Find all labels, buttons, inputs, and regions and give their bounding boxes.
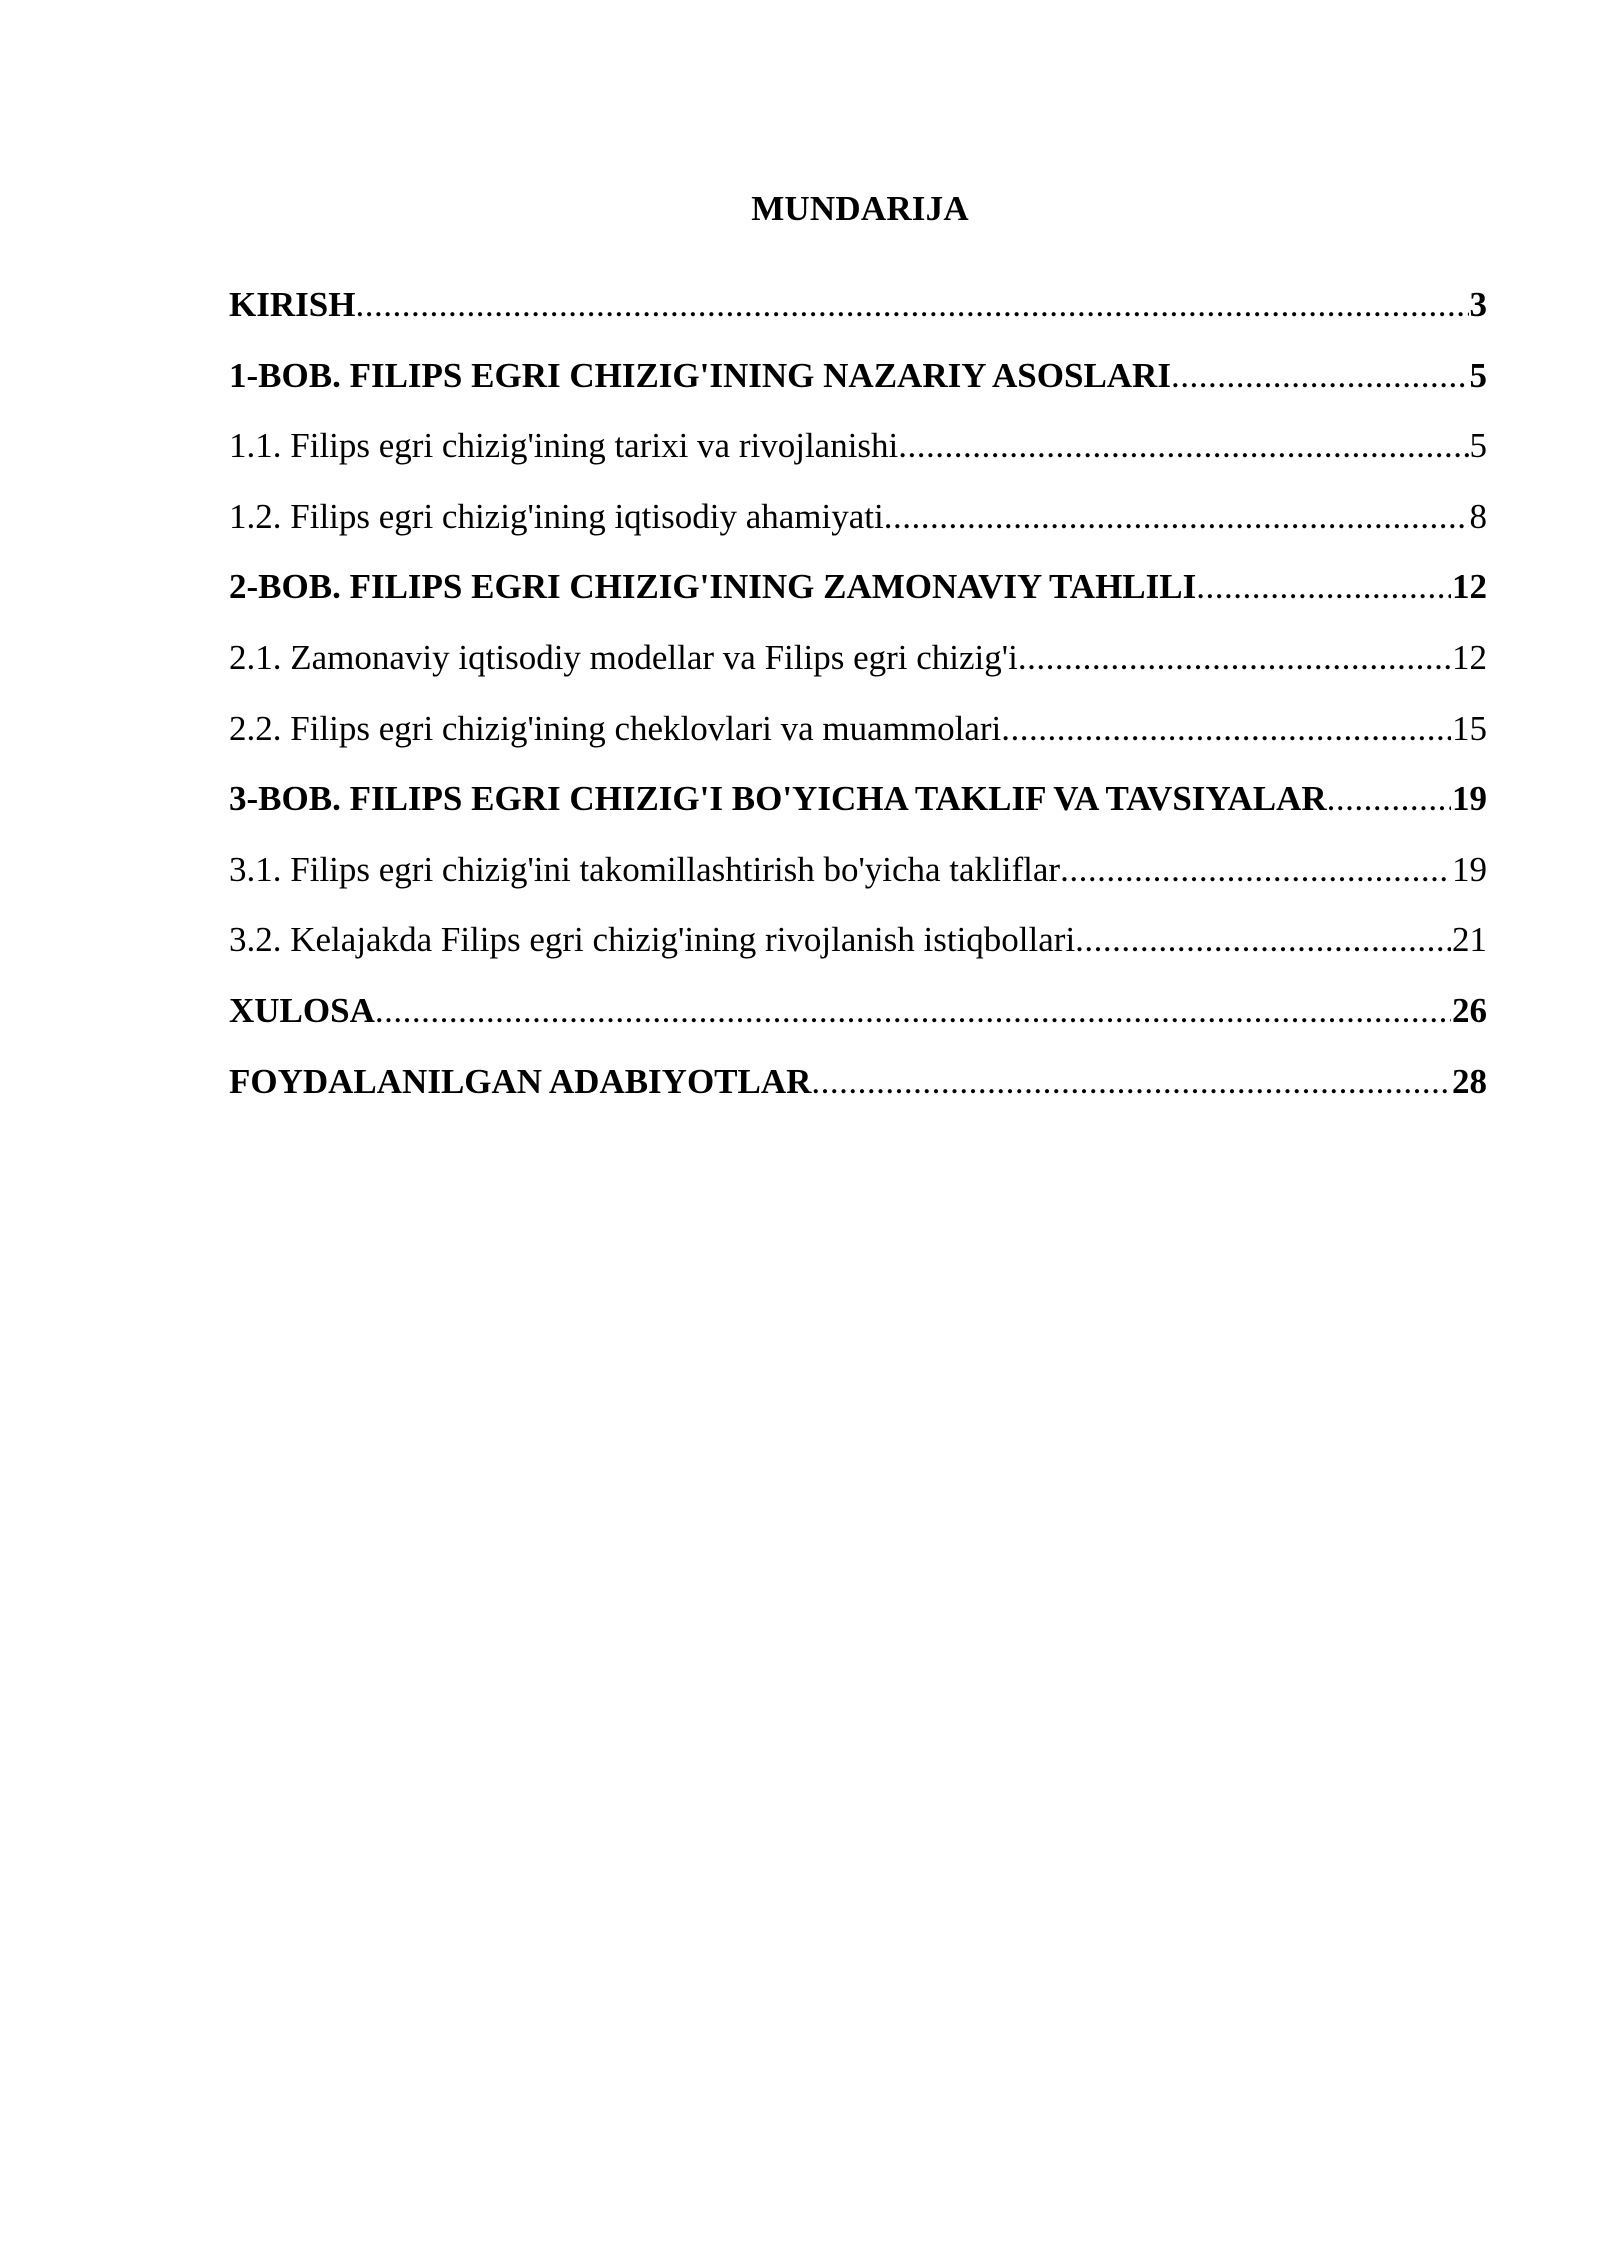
toc-entry (229, 701, 1487, 772)
toc-entry (229, 277, 1487, 348)
toc-entry-page: 21 (1452, 920, 1487, 960)
toc-entry-page: 12 (1452, 567, 1487, 607)
toc-entry-page: 3 (1469, 285, 1487, 324)
toc-dot-leader (1018, 630, 1451, 686)
toc-entry-page: 19 (1452, 849, 1487, 889)
toc-entry-page: 8 (1469, 496, 1487, 536)
toc-entry-page: 26 (1452, 990, 1487, 1030)
toc-entry-page: 12 (1452, 637, 1487, 677)
toc-entry-label: 3.1. Filips egri chizig'ini takomillashtirish bo'yicha takliflar (229, 849, 1061, 889)
toc-dot-leader (355, 277, 1468, 333)
table-of-contents (229, 277, 1487, 1124)
toc-dot-leader (898, 418, 1468, 474)
toc-dot-leader (1171, 348, 1469, 404)
toc-entry-label: 1.2. Filips egri chizig'ining iqtisodiy ahamiyati (229, 496, 884, 536)
toc-dot-leader (1196, 559, 1451, 615)
toc-entry-label: FOYDALANILGAN ADABIYOTLAR (229, 1061, 812, 1101)
toc-dot-leader (1060, 842, 1451, 898)
toc-entry-label: 1.1. Filips egri chizig'ining tarixi va rivojlanishi (229, 426, 899, 466)
toc-entry-label: 2.1. Zamonaviy iqtisodiy modellar va Filips egri chizig'i (229, 637, 1018, 677)
toc-entry (229, 630, 1487, 701)
toc-entry-page: 15 (1452, 708, 1487, 748)
toc-entry-page: 28 (1452, 1061, 1487, 1101)
toc-entry (229, 559, 1487, 630)
toc-entry (229, 912, 1487, 983)
toc-entry (229, 771, 1487, 842)
toc-entry-page: 5 (1469, 355, 1487, 395)
toc-entry-label: 3.2. Kelajakda Filips egri chizig'ining rivojlanish istiqbollari (229, 920, 1076, 960)
toc-entry-label: KIRISH (229, 285, 356, 324)
toc-entry (229, 842, 1487, 913)
toc-entry-page: 5 (1469, 426, 1487, 466)
toc-dot-leader (811, 1054, 1451, 1110)
toc-entry (229, 983, 1487, 1054)
page-title: MUNDARIJA (751, 189, 969, 228)
toc-dot-leader (1075, 912, 1451, 968)
toc-dot-leader (1327, 771, 1451, 827)
toc-entry-label: 2.2. Filips egri chizig'ining cheklovlari va muammolari (229, 708, 1002, 748)
toc-entry (229, 1054, 1487, 1125)
toc-entry-label: XULOSA (229, 990, 375, 1030)
toc-dot-leader (1001, 701, 1451, 757)
toc-entry (229, 348, 1487, 419)
toc-dot-leader (884, 489, 1469, 545)
toc-entry-page: 19 (1452, 779, 1487, 819)
toc-entry (229, 418, 1487, 489)
toc-entry-label: 2-BOB. FILIPS EGRI CHIZIG'INING ZAMONAVIY TAHLILI (229, 567, 1197, 607)
toc-entry (229, 489, 1487, 560)
toc-entry-label: 3-BOB. FILIPS EGRI CHIZIG'I BO'YICHA TAKLIF VA TAVSIYALAR (229, 779, 1327, 819)
toc-entry-label: 1-BOB. FILIPS EGRI CHIZIG'INING NAZARIY ASOSLARI (229, 355, 1171, 395)
toc-dot-leader (375, 983, 1451, 1039)
